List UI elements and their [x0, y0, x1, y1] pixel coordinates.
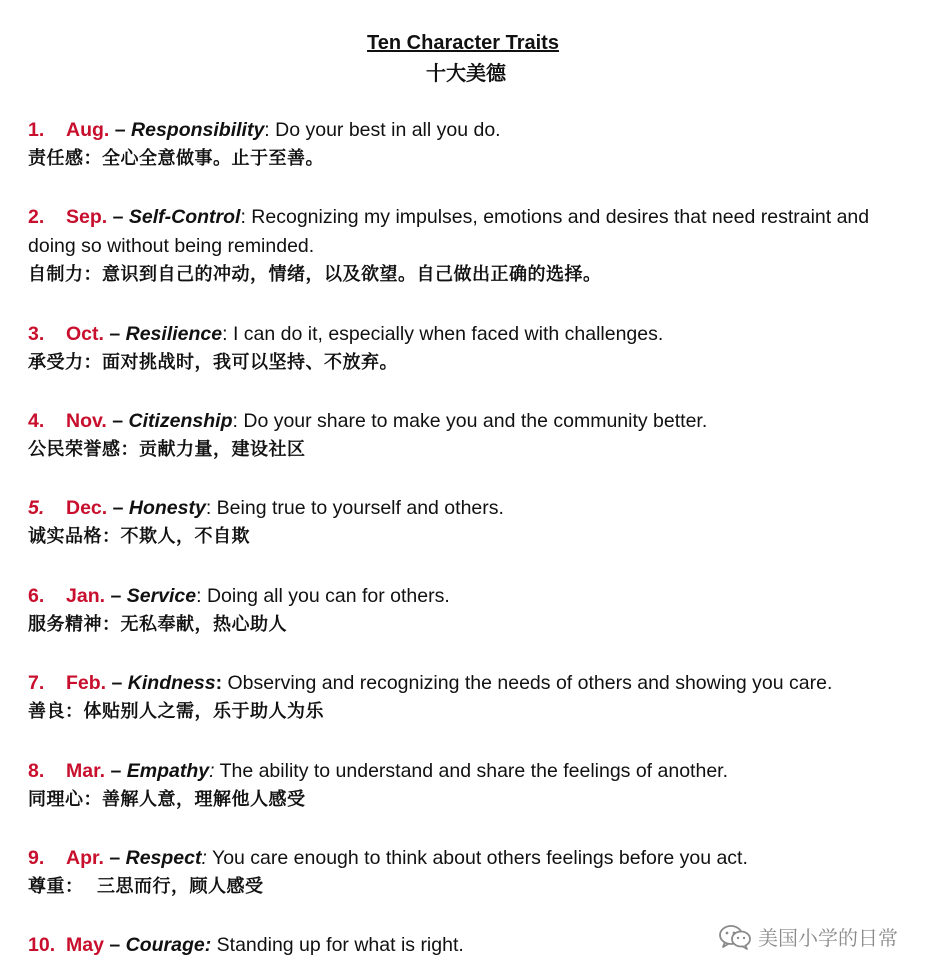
- trait-number: 8.: [28, 760, 45, 782]
- trait-dash: –: [103, 934, 126, 956]
- document-subtitle: 十大美德: [426, 61, 506, 85]
- trait-name: Citizenship: [128, 410, 233, 432]
- trait-description: Recognizing my impulses, emotions and desires that need restraint and doing so without being reminded.: [28, 206, 870, 257]
- trait-separator: :: [222, 323, 228, 345]
- trait-dash: –: [103, 847, 126, 869]
- trait-dash: –: [103, 323, 126, 345]
- trait-item: [28, 407, 908, 464]
- trait-english: [28, 203, 908, 261]
- trait-chinese: 服务精神：无私奉献，热心助人: [28, 614, 287, 635]
- trait-number: 4.: [28, 410, 45, 432]
- trait-dash: –: [105, 760, 127, 782]
- trait-dash: –: [107, 206, 129, 228]
- trait-separator: :: [196, 585, 202, 607]
- trait-name: Service: [126, 585, 197, 607]
- trait-dash: –: [109, 119, 132, 141]
- trait-item: [28, 203, 908, 289]
- trait-item: [28, 757, 908, 814]
- trait-chinese: 诚实品格：不欺人，不自欺: [28, 526, 250, 547]
- trait-english: [28, 844, 908, 873]
- trait-month: Feb.: [66, 672, 107, 694]
- trait-chinese: 同理心：善解人意，理解他人感受: [28, 789, 306, 810]
- trait-separator: :: [205, 497, 212, 519]
- trait-description: Observing and recognizing the needs of others and showing you care.: [222, 672, 833, 694]
- trait-chinese: 承受力：面对挑战时，我可以坚持、不放弃。: [28, 352, 398, 373]
- trait-english: [28, 407, 908, 436]
- trait-separator: :: [240, 206, 246, 228]
- trait-month: Apr.: [66, 847, 104, 869]
- trait-separator: :: [215, 672, 223, 694]
- trait-month: Jan.: [66, 585, 106, 607]
- trait-separator: :: [264, 119, 270, 141]
- document-title: Ten Character Traits: [367, 32, 559, 54]
- trait-name: Responsibility: [131, 119, 265, 141]
- trait-month: Oct.: [66, 323, 104, 345]
- trait-dash: –: [107, 497, 129, 519]
- trait-dash: –: [106, 410, 129, 432]
- trait-number: 9.: [28, 847, 45, 869]
- trait-item: [28, 582, 908, 639]
- trait-item: [28, 116, 908, 173]
- trait-number: 7.: [28, 672, 45, 694]
- trait-chinese: 尊重： 三思而行，顾人感受: [28, 876, 264, 897]
- trait-chinese: 公民荣誉感：贡献力量，建设社区: [28, 439, 306, 460]
- trait-name: Courage: [125, 934, 205, 956]
- trait-month: Nov.: [66, 410, 107, 432]
- trait-item: [28, 844, 908, 901]
- trait-description: Standing up for what is right.: [211, 934, 464, 956]
- trait-number: 2.: [28, 206, 45, 228]
- trait-separator: :: [209, 760, 215, 782]
- trait-description: I can do it, especially when faced with challenges.: [227, 323, 664, 345]
- trait-separator: :: [201, 847, 207, 869]
- trait-description: The ability to understand and share the feelings of another.: [214, 760, 728, 782]
- trait-item: [28, 669, 908, 726]
- trait-name: Empathy: [126, 760, 210, 782]
- trait-chinese: 责任感：全心全意做事。止于至善。: [28, 148, 324, 169]
- wechat-icon: [718, 924, 752, 950]
- trait-english: [28, 669, 908, 698]
- trait-name: Resilience: [125, 323, 223, 345]
- trait-description: Being true to yourself and others.: [211, 497, 504, 519]
- trait-separator: :: [204, 934, 212, 956]
- trait-english: [28, 494, 908, 523]
- trait-separator: :: [232, 410, 238, 432]
- trait-chinese: 自制力：意识到自己的冲动，情绪，以及欲望。自己做出正确的选择。: [28, 264, 602, 285]
- watermark-text: 美国小学的日常: [758, 926, 898, 950]
- trait-name: Respect: [125, 847, 202, 869]
- trait-month: Mar.: [66, 760, 106, 782]
- trait-chinese: 善良：体贴别人之需，乐于助人为乐: [28, 701, 324, 722]
- trait-dash: –: [105, 585, 127, 607]
- trait-month: May: [66, 934, 104, 956]
- trait-name: Honesty: [128, 497, 206, 519]
- trait-description: Do your share to make you and the community better.: [237, 410, 708, 432]
- trait-name: Self-Control: [128, 206, 241, 228]
- trait-number: 10.: [28, 934, 56, 956]
- trait-month: Aug.: [66, 119, 110, 141]
- trait-number: 6.: [28, 585, 45, 607]
- trait-item: [28, 320, 908, 377]
- trait-english: [28, 757, 908, 786]
- trait-number: 3.: [28, 323, 45, 345]
- trait-month: Dec.: [66, 497, 108, 519]
- watermark: [718, 922, 898, 951]
- trait-description: Do your best in all you do.: [269, 119, 501, 141]
- trait-description: You care enough to think about others feelings before you act.: [206, 847, 748, 869]
- trait-item: [28, 494, 908, 551]
- trait-name: Kindness: [127, 672, 216, 694]
- trait-number: 1.: [28, 119, 45, 141]
- trait-description: Doing all you can for others.: [201, 585, 450, 607]
- trait-month: Sep.: [66, 206, 108, 228]
- trait-number: 5.: [28, 497, 45, 519]
- trait-english: [28, 116, 908, 145]
- trait-english: [28, 320, 908, 349]
- trait-english: [28, 582, 908, 611]
- trait-dash: –: [106, 672, 128, 694]
